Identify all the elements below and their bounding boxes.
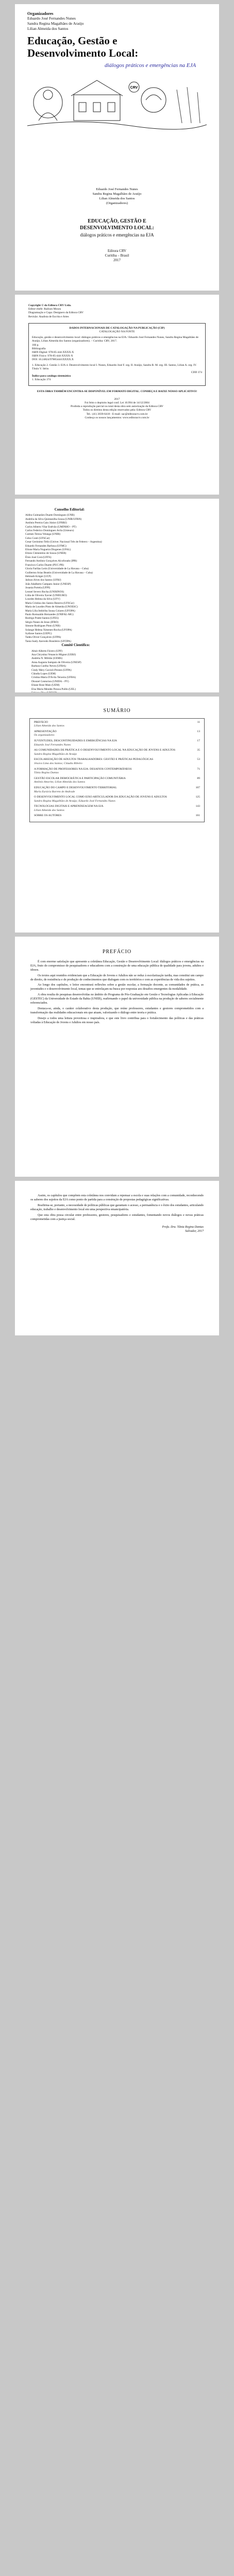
council-member: Élsio José Corá (UFFS) — [25, 555, 52, 559]
continuation-page — [15, 1181, 219, 1335]
committee-member: Altair Alberto Fávero (UPF) — [31, 649, 63, 653]
toc-entry-page: 161 — [195, 814, 200, 818]
book-subtitle: diálogos práticos e emergências na EJA — [105, 62, 196, 69]
council-member: Solange Helena Ximenes-Rocha (UFOPA) — [25, 628, 72, 632]
council-member: Francisco Carlos Duarte (PUC-PR) — [25, 563, 64, 567]
committee-member: Eliane Rose Maio (UEM) — [31, 684, 60, 687]
toc-entry-author: Os organizadores — [34, 734, 55, 737]
toc-entry — [34, 768, 200, 775]
digital-notice: ESTA OBRA TAMBÉM ENCONTRA-SE DISPONÍVEL EM FORMATO DIGITAL. CONHEÇA E BAIXE NOSSO APLICATIVO! — [37, 389, 197, 393]
council-member: Lídia de Oliveira Xavier (UNIEURO) — [25, 594, 67, 597]
title-page-subtitle: diálogos práticos e emergências na EJA — [80, 232, 154, 238]
body-paragraph: Assim, os capítulos que compõem esta coletânea nos convidam a repensar a escola e suas relações com a comunidade, reconhecendo os saberes dos sujeitos da EJA como ponto de partida para a construção de propostas pedagógicas significativas. — [30, 1194, 204, 1201]
committee-member: Cindy Mery Gavioli-Prestes (UFPA) — [31, 668, 72, 672]
toc-entry — [34, 721, 200, 728]
council-page — [15, 499, 219, 692]
council-member: Elione Maria Nogueira Diogenes (UFAL) — [25, 548, 71, 552]
preface-paragraph: Os textos aqui reunidos evidenciam que a Educação de Jovens e Adultos não se reduz à escolarização tardia, mas constitui um campo de direito, de resistência e de produção de conhecimentos que dialogam com os territórios e com as experiências de vida dos sujeitos. — [30, 974, 204, 981]
toc-entry-page: 53 — [197, 758, 200, 761]
toc-entry-title: A FORMAÇÃO DE PROFESSORES NA EJA: DESAFIOS CONTEMPORÂNEOS — [34, 767, 132, 771]
signature: Profa. Dra. Tânia Regina Dantas — [162, 1226, 204, 1229]
council-member: Eduardo Fernandes Barbosa (UFMG) — [25, 544, 66, 548]
preface-heading: PREFÁCIO — [102, 949, 132, 955]
rights-note: Proibida a reprodução parcial ou total desta obra sem autorização da Editora CRV — [70, 405, 164, 409]
organizer-role: (Organizadores) — [106, 201, 128, 205]
toc-page — [15, 697, 219, 933]
toc-entry — [34, 805, 200, 812]
toc-entry-title: GESTÃO ESCOLAR DEMOCRÁTICA E PARTICIPAÇÃO COMUNITÁRIA — [34, 776, 126, 780]
toc-entry-title: AS COMUNIDADES DE PRÁTICA E O DESENVOLVIMENTO LOCAL NA EDUCAÇÃO DE JOVENS E ADULTOS — [34, 749, 176, 752]
book-title: Educação, Gestão e Desenvolvimento Local: — [27, 35, 139, 59]
council-member: Helmuth Krüger (UCP) — [25, 574, 52, 578]
preface-paragraph: Desejo a todos uma leitura proveitosa e inspiradora, e que este livro contribua para o fortalecimento das políticas e das práticas voltadas à Educação de Jovens e Adultos em nosso país. — [30, 1016, 204, 1024]
council-member: Sérgio Nunes de Jesus (IFRO) — [25, 620, 59, 624]
council-member: Tadeu Oliver Gonçalves (UFPA) — [25, 636, 61, 639]
toc-entry-page: 89 — [197, 776, 200, 780]
toc-entry-title: SOBRE OS AUTORES — [34, 814, 62, 818]
year: 2017 — [113, 258, 121, 262]
toc-entry-page: 35 — [197, 749, 200, 752]
toc-entry-author: Lilian Almeida dos Santos — [34, 808, 64, 812]
toc-entry-title: ESCOLARIZAÇÃO DE ADULTOS TRABALHADORES: GESTÃO E PRÁTICAS PEDAGÓGICAS — [34, 758, 154, 761]
committee-member — [31, 691, 120, 692]
toc-entry-text — [34, 730, 57, 738]
committee-member: Cláudia Lopes (UEM) — [31, 672, 56, 676]
organizer-name: Lilian Almeida dos Santos — [27, 26, 69, 31]
publisher: Editora CRV — [107, 249, 127, 253]
toc-entry-text — [34, 721, 64, 728]
toc-entry — [34, 795, 200, 803]
toc-entry-text — [34, 777, 126, 785]
toc-entry-author: Maria Eurácia Barreto de Andrade — [34, 790, 75, 793]
preface-paragraph: Destaca-se, ainda, o caráter colaborativo desta produção, que reúne professores, estudantes e gestores comprometidos com a transformação das realidades educacionais em que atuam, valorizando o diálogo entre teoria e prática. — [30, 1007, 204, 1014]
website: Conheça os nossos lançamentos: www.editoracrv.com.br — [85, 416, 149, 419]
title-page — [27, 187, 207, 263]
committee-member: Elsa Maria Mendes Pessoa Pullin (UEL) — [31, 687, 76, 691]
toc-entry-text — [34, 805, 104, 812]
toc-entry-author: Sandra Regina Magalhães de Araújo; Eduardo José Fernandes Nunes — [34, 799, 115, 803]
council-member: Fernando Antônio Gonçalves Alcoforado (IPB) — [25, 560, 77, 563]
toc-entry-page: 17 — [197, 739, 200, 742]
committee-member: Diosnel Centurion (UNIDA – PY) — [31, 680, 69, 683]
toc-entry — [34, 814, 200, 818]
council-member: Maria Cristina dos Santos Bezerra (UFSCar) — [25, 601, 74, 605]
preface-paragraph: Ao longo dos capítulos, o leitor encontrará reflexões sobre a gestão escolar, a formação docente, as comunidades de prática, as juventudes e o desenvolvimento local, temas que se entrelaçam na busca por respostas aos desafios emergentes da modalidade. — [30, 984, 204, 991]
body-paragraph: Reafirma-se, portanto, a necessidade de políticas públicas que garantam o acesso, a permanência e o êxito dos estudantes, articulando educação, trabalho e desenvolvimento local em uma perspectiva emancipatória. — [30, 1204, 204, 1211]
svg-text:CRV: CRV — [130, 86, 138, 90]
toc-entry-page: 11 — [197, 720, 200, 724]
toc-entry-author: Sandra Regina Magalhães de Araújo — [34, 752, 77, 756]
council-member: Simone Rodrigues Pinto (UNB) — [25, 624, 60, 628]
revision-credit: Revisão: Analista de Escrita e Artes — [28, 315, 69, 318]
council-member: Sydione Santos (UEPG) — [25, 632, 52, 635]
organizer-name: Eduardo José Fernandes Nunes — [27, 16, 76, 21]
imprint-page — [15, 295, 219, 495]
publisher-logo — [128, 81, 140, 93]
toc-entry — [34, 739, 200, 747]
contact: Tel.: (41) 3039-6418 - E-mail: sac@editoracrv.com.br — [86, 412, 148, 416]
organizers-heading: Organizadores — [27, 11, 54, 16]
scientific-committee: Comitê Científico: Altair Alberto Fávero (UPF) Ana Chrystina Venancio Mignot (UERJ) Andréia N. Militão (UEMS) Anna Augusta Sampaio de Oliveira (UNESP) Barbara Coelho Neves (UFBA) Cindy Mery Gavioli-Prestes (UFPA) Cláudia Lopes (UEM) Cristina Maria D'Ávila Teixeira (UFBA) Diosnel Centurion (UNIDA – PY) Eliane Rose Maio (UEM) Elsa Maria Mendes Pessoa Pullin (UEL) — [31, 643, 120, 692]
editorial-council: Conselho Editorial: Aldira Guimarães Duarte Domínguez (UNB) Andréia da Silva Quintanilha Sousa (UNIR/UFRN) Antônio Pereira Gaio Júnior (UFRRJ) Carlos Alberto Vilar Estêvão (UMINHO – PT) Carlos Federico Domínguez Avila (Unieuro) Carmen Tereza Velanga (UNIR) Celso Conti (UFSCar) Cesar Gerónimo Tello (Univer. Nacional Três de Febrero – Argentina) Eduardo Fernandes Barbosa (UFMG) Elione Maria Nogueira Diogenes (UFAL) Elizeu Clementino de Souza (UNEB) Élsio José Corá (UFFS) Fernando Antônio Gonçalves Alcoforado (IPB) Francisco Carlos Duarte (PUC-PR) Gloria Fariñas León (Universidade de La Havana – Cuba) Guillermo Arias Beatón (Universidade de La Havana – Cuba) Helmuth Krüger (UCP) Jailson Alves dos Santos (UFRJ) João Adalberto Campato Junior (UNESP) Josania Portela (UFPI) Leonel Severo Rocha (UNISINOS) Lídia de Oliveira Xavier (UNIEURO) Lourdes Helena da Silva (UFV) Maria Cristina dos Santos Bezerra (UFSCar) Maria de Lourdes Pinto de Almeida (UNOESC) Maria Lília Imbiriba Sousa Colares (UFOPA) Paulo Romualdo Hernandes (UNIFAL-MG) Rodrigo Pratte-Santos (UFES) Sérgio Nunes de Jesus (IFRO) Simone Rodrigues Pinto (UNB) Solange Helena Ximenes-Rocha (UFOPA) Sydione Santos (UEPG) Tadeu Oliver Gonçalves (UFPA) Tania Suely Azevedo Brasileiro (UFOPA) — [25, 508, 114, 643]
council-member: Lourdes Helena da Silva (UFV) — [25, 598, 60, 601]
committee-member: Anna Augusta Sampaio de Oliveira (UNESP) — [31, 660, 81, 664]
committee-member: Ana Chrystina Venancio Mignot (UERJ) — [31, 653, 76, 657]
cip-box: DADOS INTERNACIONAIS DE CATALOGAÇÃO NA PUBLICAÇÃO (CIP) CATALOGAÇÃO NA FONTE Educação, gestão e desenvolvimento local: diálogos práticos e emergências na EJA / Eduardo José Fernandes Nunes, Sandra Regina Magalhães de Araújo, Lilian Almeida dos Santos (organizadores). – Curitiba: CRV, 2017. 166 p. Bibliografia ISBN Digital: 978-85-444-XXXX-X ISBN Físico: 978-85-444-XXXX-X DOI: 10.24824/978854441XXXX.X 1. Educação 2. Gestão 3. EJA 4. Desenvolvimento local I. Nunes, Eduardo José F. org. II. Araújo, Sandra R. M. org. III. Santos, Lilian A. org. IV. Título V. Série. CDD 374 Índice para catálogo sistemático 1. Educação 374 — [28, 323, 206, 386]
preface-paragraph: A obra resulta de pesquisas desenvolvidas no âmbito do Programa de Pós-Graduação em Gestão e Tecnologias Aplicadas à Educação (GESTEC) da Universidade do Estado da Bahia (UNEB), reafirmando o papel da universidade pública na produção de saberes socialmente referenciados. — [30, 993, 204, 1005]
toc-entry-page: 107 — [195, 786, 200, 789]
toc-entry-text — [34, 768, 131, 775]
rights-note: Todos os direitos desta edição reservados pela: Editora CRV — [82, 409, 152, 412]
toc-entry-text — [34, 786, 117, 794]
title-page-title: EDUCAÇÃO, GESTÃO E DESENVOLVIMENTO LOCAL: — [80, 218, 154, 231]
council-member: Tania Suely Azevedo Brasileiro (UFOPA) — [25, 639, 71, 643]
council-member: Carlos Federico Domínguez Avila (Unieuro) — [25, 529, 74, 533]
toc-entry-author: Antônio Amorim; Lilian Almeida dos Santos — [34, 781, 86, 784]
cover-illustration — [27, 74, 207, 131]
toc-entry-author: Lilian Almeida dos Santos — [34, 724, 64, 728]
toc-entry-title: EDUCAÇÃO DO CAMPO E DESENVOLVIMENTO TERRITORIAL — [34, 786, 117, 789]
organizer-name: Lilian Almeida dos Santos — [99, 197, 135, 200]
toc-entry-text — [34, 814, 61, 818]
toc-entry-text — [34, 749, 175, 756]
toc-entry-author: Jéssica Lima dos Santos; Cláudia Ribeiro — [34, 761, 82, 765]
toc-entry — [34, 730, 200, 738]
signature-place: Salvador, 2017 — [185, 1230, 204, 1233]
toc-entry-author: Tânia Regina Dantas — [34, 771, 59, 775]
toc-heading: SUMÁRIO — [103, 708, 131, 714]
toc-entry-page: 71 — [197, 767, 200, 771]
rights-note: Foi feito o depósito legal conf. Lei 10.994 de 14/12/2004 — [85, 401, 149, 405]
toc-entry — [34, 777, 200, 785]
council-member: Antônio Pereira Gaio Júnior (UFRRJ) — [25, 521, 67, 525]
council-member: João Adalberto Campato Junior (UNESP) — [25, 582, 71, 586]
toc-entry-title: PREFÁCIO — [34, 720, 48, 724]
toc-entry — [34, 786, 200, 794]
toc-entry-title: O DESENVOLVIMENTO LOCAL COMO EIXO ARTICULADOR DA EDUCAÇÃO DE JOVENS E ADULTOS — [34, 795, 167, 799]
council-member: Andréia da Silva Quintanilha Sousa (UNIR/UFRN) — [25, 517, 82, 521]
organizer-name: Eduardo José Fernandes Nunes — [96, 188, 138, 191]
preface-paragraph: É com enorme satisfação que apresento a coletânea Educação, Gestão e Desenvolvimento Local: diálogos práticos e emergências na EJA, fruto do compromisso de pesquisadores e educadores com a construção de uma educação pública de qualidade para jovens, adultos e idosos. — [30, 960, 204, 972]
council-member: Gloria Fariñas León (Universidade de La Havana – Cuba) — [25, 567, 89, 571]
city: Curitiba – Brasil — [105, 253, 129, 258]
council-member: Guillermo Arias Beatón (Universidade de La Havana – Cuba) — [25, 571, 93, 574]
council-member: Carlos Alberto Vilar Estêvão (UMINHO – PT) — [25, 525, 77, 529]
council-member: Aldira Guimarães Duarte Domínguez (UNB) — [25, 514, 75, 517]
council-member: Carmen Tereza Velanga (UNIR) — [25, 533, 61, 536]
committee-member: Andréia N. Militão (UEMS) — [31, 657, 63, 660]
toc-entry-title: TECNOLOGIAS DIGITAIS E APRENDIZAGEM NA EJA — [34, 805, 104, 808]
layout-credit: Diagramação e Capa: Designers da Editora CRV — [28, 311, 84, 315]
council-member: Maria de Lourdes Pinto de Almeida (UNOESC) — [25, 605, 78, 609]
council-member: Leonel Severo Rocha (UNISINOS) — [25, 590, 64, 594]
toc-entry — [34, 749, 200, 756]
council-member: Jailson Alves dos Santos (UFRJ) — [25, 579, 61, 582]
organizer-name: Sandra Regina Magalhães de Araújo — [92, 192, 142, 196]
body-paragraph: Que esta obra possa circular entre professores, gestores, pesquisadores e estudantes, fomentando novos diálogos e novas práticas comprometidas com a justiça social. — [30, 1213, 204, 1221]
toc-entry-page: 143 — [195, 805, 200, 808]
toc-entry-title: APRESENTAÇÃO — [34, 730, 57, 733]
preface-page — [15, 937, 219, 1177]
toc-list — [29, 718, 205, 822]
council-member: Cesar Gerónimo Tello (Univer. Nacional Três de Febrero – Argentina) — [25, 540, 102, 544]
copyright: Copyright © da Editora CRV Ltda. — [28, 304, 72, 307]
toc-entry-text — [34, 795, 167, 803]
council-member: Paulo Romualdo Hernandes (UNIFAL-MG) — [25, 613, 74, 616]
council-member: Josania Portela (UFPI) — [25, 586, 51, 590]
cover-page — [15, 4, 219, 291]
council-member: Maria Lília Imbiriba Sousa Colares (UFOPA) — [25, 609, 75, 613]
toc-entry-title: JUVENTUDES, DESCONTINUIDADES E EMERGÊNCIAS NA EJA — [34, 739, 117, 742]
toc-entry — [34, 758, 200, 766]
council-member: Elizeu Clementino de Souza (UNEB) — [25, 552, 66, 555]
council-member: Celso Conti (UFSCar) — [25, 536, 50, 540]
toc-entry-author: Eduardo José Fernandes Nunes — [34, 743, 71, 747]
council-member: Rodrigo Pratte-Santos (UFES) — [25, 617, 59, 620]
committee-member: Barbara Coelho Neves (UFBA) — [31, 665, 66, 668]
imprint-year: 2017 — [114, 397, 120, 401]
editor: Editor-chefe: Railson Moura — [28, 308, 61, 311]
toc-entry-page: 13 — [197, 730, 200, 733]
committee-member: Cristina Maria D'Ávila Teixeira (UFBA) — [31, 676, 76, 680]
toc-entry-page: 125 — [195, 795, 200, 799]
toc-entry-text — [34, 739, 117, 747]
toc-entry-text — [34, 758, 153, 766]
organizer-name: Sandra Regina Magalhães de Araújo — [27, 21, 84, 26]
